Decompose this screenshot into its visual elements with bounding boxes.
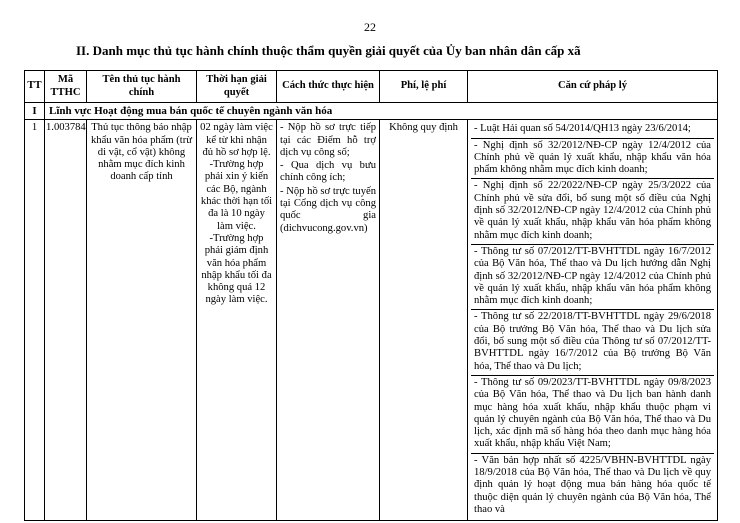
header-code: Mã TTHC (45, 71, 87, 103)
legal-basis-item: - Thông tư số 09/2023/TT-BVHTTDL ngày 09/8/2023 của Bộ Văn hóa, Thể thao và Du lịch ban hành danh mục hàng hóa xuất khẩu, nhập khẩu thuộc phạm vi quản lý chuyên ngành của Bộ Văn hóa, Thể thao và Du lịch, xác định mã số hàng hóa theo danh mục hàng hóa xuất khẩu, nhập khẩu Việt Nam; (471, 376, 714, 454)
legal-basis-item: - Văn bản hợp nhất số 4225/VBHN-BVHTTDL ngày 18/9/2018 của Bộ Văn hóa, Thể thao và Du lịch về quy định quản lý hoạt động mua bán hàng hóa quốc tế thuộc diện quản lý chuyên ngành của Bộ Văn hóa, Thể thao và (474, 454, 711, 515)
header-method: Cách thức thực hiện (277, 71, 380, 103)
table-row (25, 120, 718, 521)
group-row (25, 103, 718, 120)
row-code: 1.003784 (45, 120, 87, 521)
table-header-row (25, 71, 718, 103)
group-no: I (25, 103, 45, 120)
header-no: TT (25, 71, 45, 103)
page-number: 22 (364, 20, 376, 34)
row-no: 1 (25, 120, 45, 521)
section-heading: II. Danh mục thủ tục hành chính thuộc thẩm quyền giải quyết của Ủy ban nhân dân cấp xã (76, 43, 581, 58)
method-item: - Nộp hồ sơ trực tuyến tại Cổng dịch vụ công quốc gia (dichvucong.gov.vn) (280, 185, 376, 234)
header-legal-basis: Căn cứ pháp lý (468, 71, 718, 103)
row-legal-basis (468, 120, 718, 521)
deadline-line: 02 ngày làm việc kể từ khi nhận đủ hồ sơ hợp lệ. (200, 122, 273, 158)
header-deadline: Thời hạn giải quyết (197, 71, 277, 103)
legal-basis-item: - Nghị định số 32/2012/NĐ-CP ngày 12/4/2012 của Chính phủ về quản lý xuất khẩu, nhập khẩu văn hóa phẩm không nhằm mục đích kinh doanh; (471, 139, 714, 180)
procedures-table (24, 70, 718, 521)
row-fee: Không quy định (380, 120, 468, 521)
row-procedure-name: Thủ tục thông báo nhập khẩu văn hóa phẩm (trừ di vật, cổ vật) không nhằm mục đích kinh doanh cấp tỉnh (87, 120, 197, 521)
method-item: - Qua dịch vụ bưu chính công ích; (280, 160, 376, 184)
deadline-line: -Trường hợp phải xin ý kiến các Bộ, ngành khác thời hạn tối đa là 10 ngày làm việc. (200, 159, 273, 232)
group-title: Lĩnh vực Hoạt động mua bán quốc tế chuyên ngành văn hóa (45, 103, 718, 120)
header-fee: Phí, lệ phí (380, 71, 468, 103)
deadline-line: -Trường hợp phải giám định văn hóa phẩm nhập khẩu tối đa không quá 12 ngày làm việc. (201, 232, 272, 306)
method-item: - Nộp hồ sơ trực tiếp tại các Điểm hỗ trợ dịch vụ công số; (280, 122, 376, 158)
legal-basis-item: - Thông tư số 07/2012/TT-BVHTTDL ngày 16/7/2012 của Bộ Văn hóa, Thể thao và Du lịch hướng dẫn Nghị định số 32/2012/NĐ-CP ngày 12/4/2012 của Chính phủ về quản lý xuất khẩu, nhập khẩu văn hóa phẩm không nhằm mục đích kinh doanh; (471, 245, 714, 310)
legal-basis-item: - Thông tư số 22/2018/TT-BVHTTDL ngày 29/6/2018 của Bộ trưởng Bộ Văn hóa, Thể thao và Du lịch sửa đổi, bổ sung một số điều của Thông tư số 07/2012/TT-BVHTTDL ngày 16/7/2012 của Bộ trưởng Bộ Văn hóa, Thể thao và Du lịch; (471, 310, 714, 375)
legal-basis-item: - Luật Hải quan số 54/2014/QH13 ngày 23/6/2014; (471, 122, 714, 138)
row-deadline (197, 120, 277, 521)
header-name: Tên thủ tục hành chính (87, 71, 197, 103)
row-method (277, 120, 380, 521)
legal-basis-item: - Nghị định số 22/2022/NĐ-CP ngày 25/3/2022 của Chính phủ về sửa đổi, bổ sung một số điều của Nghị định số 32/2012/NĐ-CP ngày 12/4/2012 của Chính phủ về quản lý xuất khẩu, nhập khẩu văn hóa phẩm không nhằm mục đích kinh doanh; (471, 179, 714, 244)
